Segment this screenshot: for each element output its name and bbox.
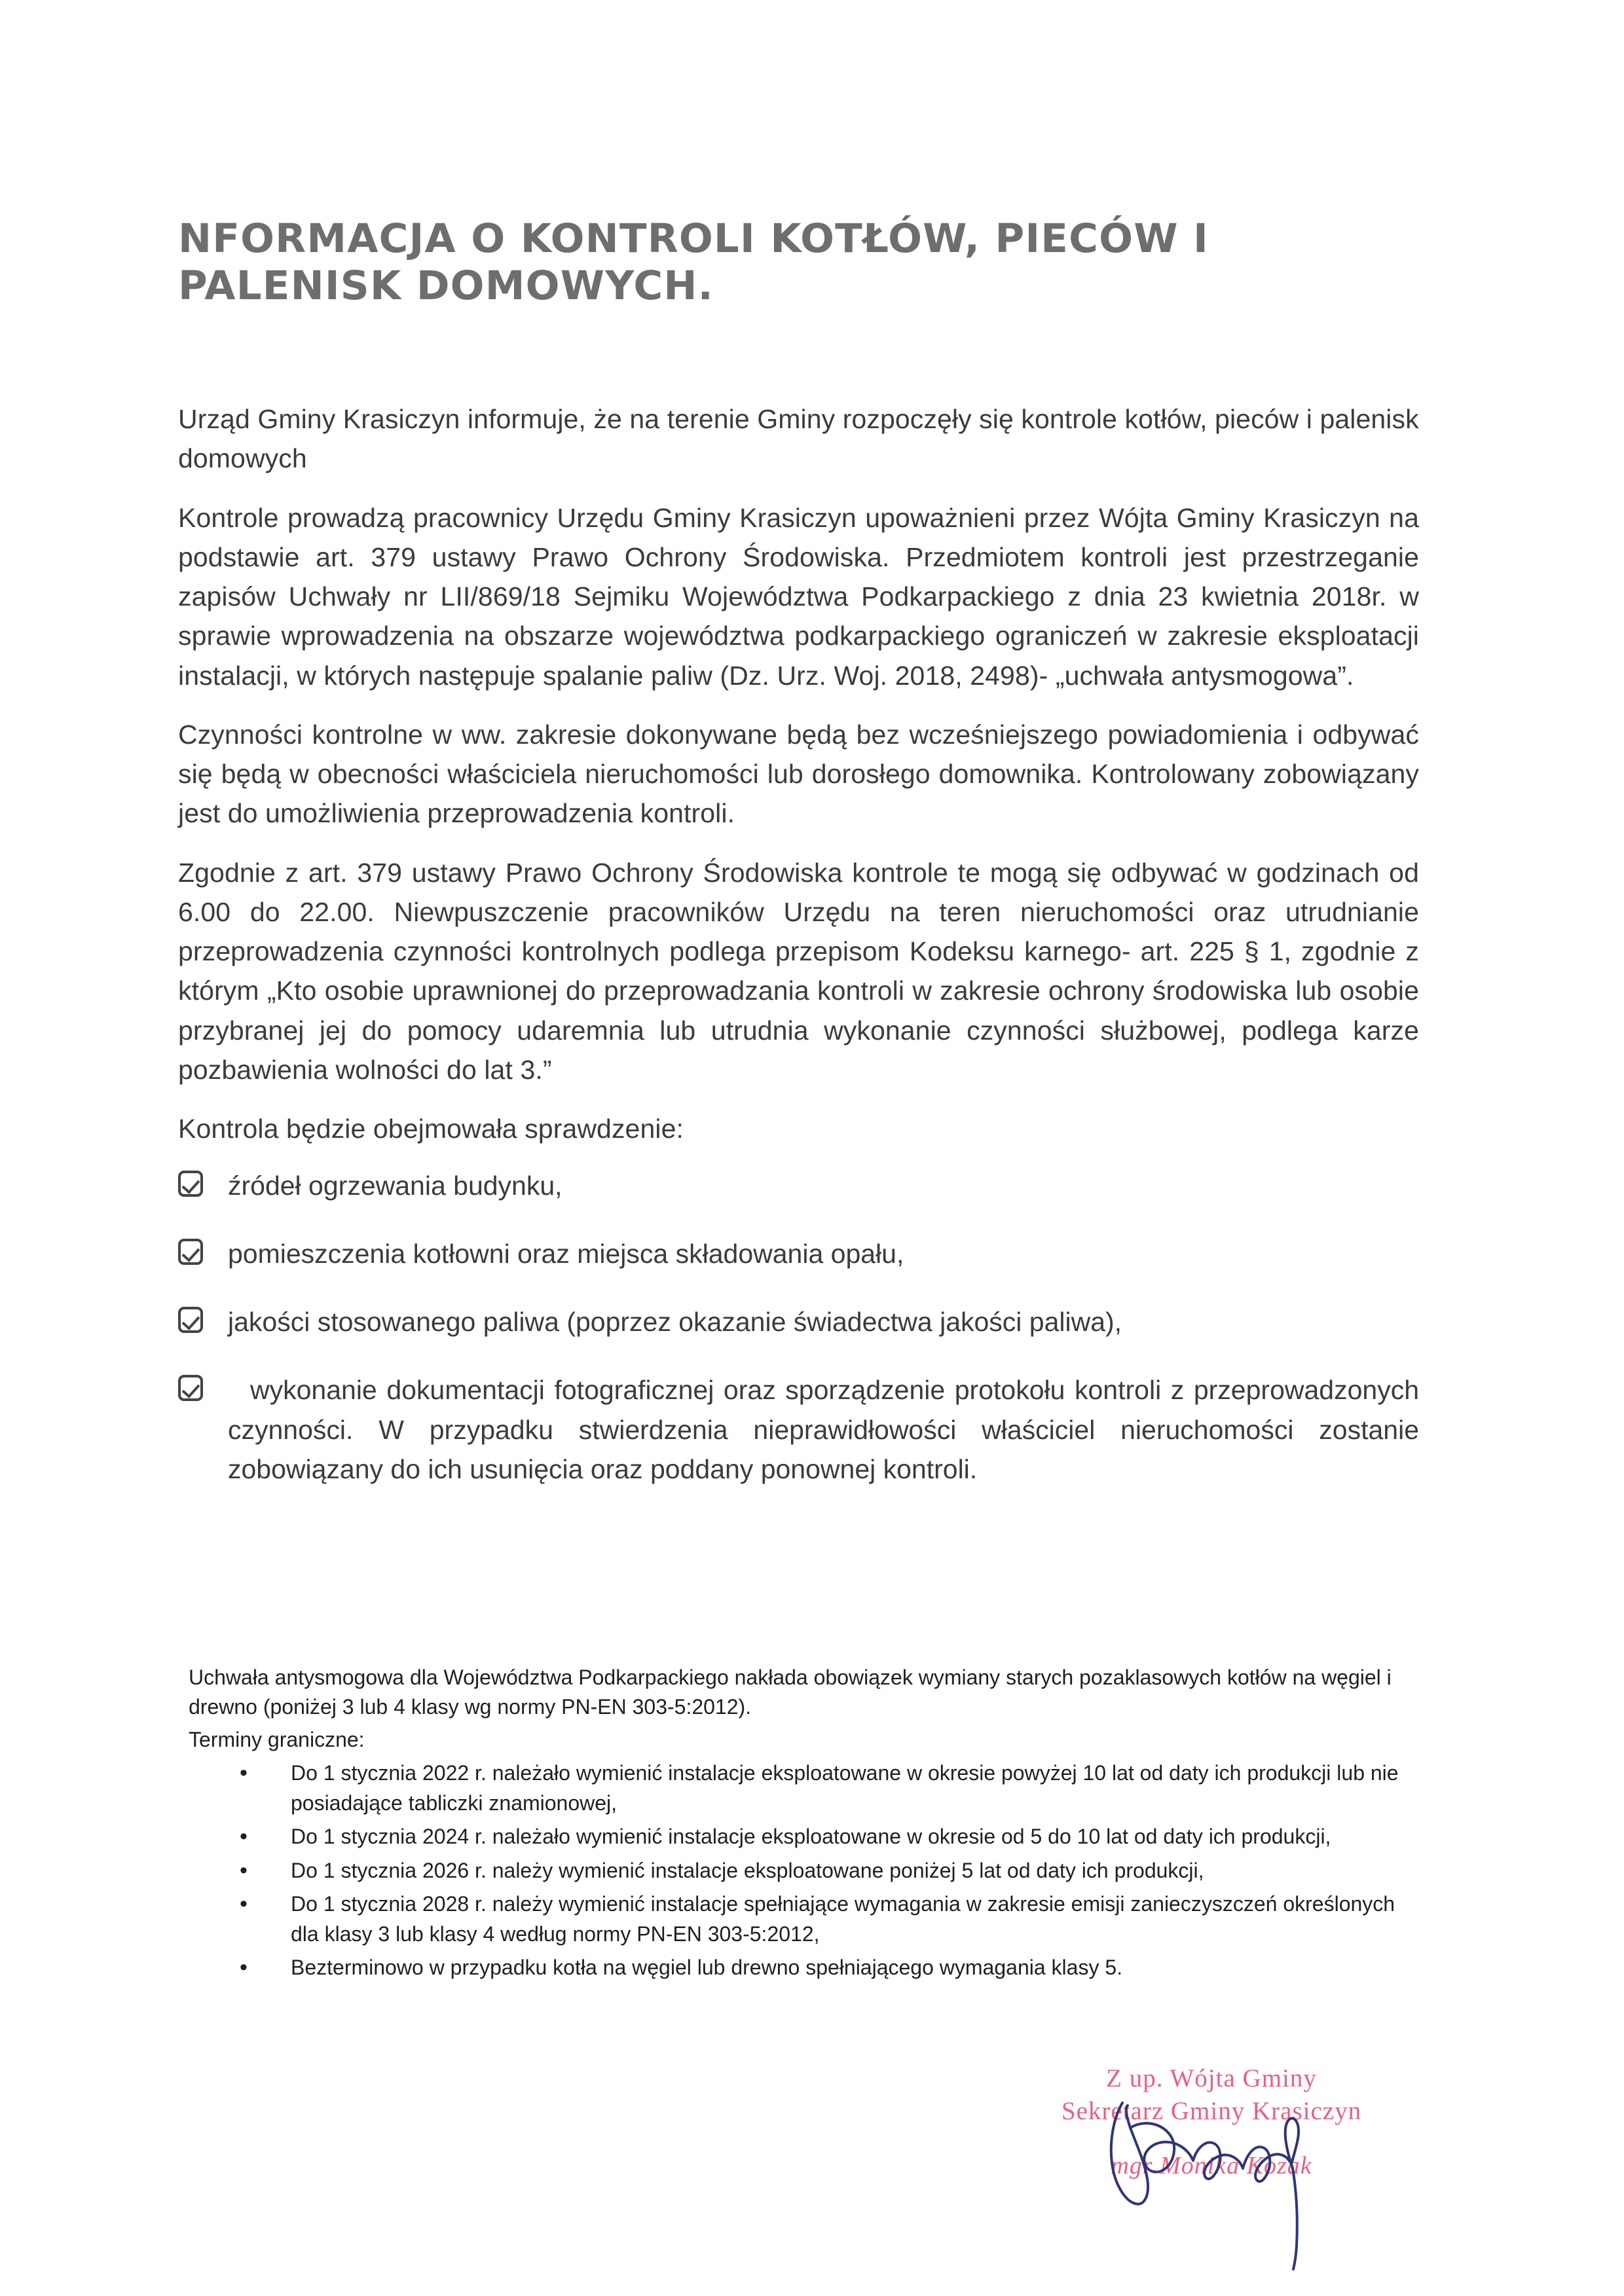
resolution-note: Uchwała antysmogowa dla Województwa Podkarpackiego nakłada obowiązek wymiany starych pozaklasowych kotłów na węgiel i drewno (poniżej 3 lub 4 klasy wg normy PN-EN 303-5:2012). xyxy=(189,1666,1392,1719)
document-body xyxy=(178,399,1419,1518)
deadlines-list xyxy=(189,1758,1426,1982)
checklist-heading: Kontrola będzie obejmowała sprawdzenie: xyxy=(178,1114,684,1144)
list-item xyxy=(178,1166,1419,1205)
paragraph-inspection-conduct: Czynności kontrolne w ww. zakresie dokonywane będą bez wcześniejszego powiadomienia i odbywać się będą w obecności właściciela nieruchomości lub dorosłego domownika. Kontrolowany zobowiązany jest do umożliwienia przeprowadzenia kontroli. xyxy=(178,719,1419,829)
checklist-item-label: jakości stosowanego paliwa (poprzez okazanie świadectwa jakości paliwa), xyxy=(228,1307,1122,1338)
list-item xyxy=(178,1302,1419,1341)
antismog-section xyxy=(189,1663,1426,1986)
checklist-item-label: pomieszczenia kotłowni oraz miejsca składowania opału, xyxy=(228,1238,904,1269)
official-stamp xyxy=(982,2062,1441,2181)
stamp-line-position: Sekretarz Gminy Krasiczyn xyxy=(1061,2096,1362,2125)
paragraph-legal-basis: Kontrole prowadzą pracownicy Urzędu Gminy Krasiczyn upoważnieni przez Wójta Gminy Krasiczyn na podstawie art. 379 ustawy Prawo Ochrony Środowiska. Przedmiotem kontroli jest przestrzeganie zapisów Uchwały nr LII/869/18 Sejmiku Województwa Podkarpackiego z dnia 23 kwietnia 2018r. w sprawie wprowadzenia na obszarze województwa podkarpackiego ograniczeń w zakresie eksploatacji instalacji, w których następuje spalanie paliw (Dz. Urz. Woj. 2018, 2498)- „uchwała antysmogowa”. xyxy=(178,502,1419,691)
list-item: • Bezterminowo w przypadku kotła na węgiel lub drewno spełniającego wymagania klasy 5. xyxy=(240,1953,1426,1982)
deadlines-heading: Terminy graniczne: xyxy=(189,1727,365,1751)
page-title: NFORMACJA O KONTROLI KOTŁÓW, PIECÓW I PALENISK DOMOWYCH. xyxy=(178,215,1209,309)
checkbox-checked-icon xyxy=(178,1239,203,1265)
list-item xyxy=(178,1370,1419,1489)
list-item: • Do 1 stycznia 2028 r. należy wymienić instalacje spełniające wymagania w zakresie emisji zanieczyszczeń określonych dla klasy 3 lub klasy 4 według normy PN-EN 303-5:2012, xyxy=(240,1889,1426,1949)
stamp-line-authority: Z up. Wójta Gminy xyxy=(1106,2064,1317,2092)
checkbox-checked-icon xyxy=(178,1375,203,1401)
list-item: • Do 1 stycznia 2022 r. należało wymienić instalacje eksploatowane w okresie powyżej 10 lat od daty ich produkcji lub nie posiadające tabliczki znamionowej, xyxy=(240,1758,1426,1818)
list-item xyxy=(178,1234,1419,1273)
signature-block xyxy=(982,2062,1441,2278)
list-item: • Do 1 stycznia 2024 r. należało wymienić instalacje eksploatowane w okresie od 5 do 10 lat od daty ich produkcji, xyxy=(240,1822,1426,1851)
paragraph-penalties: Zgodnie z art. 379 ustawy Prawo Ochrony Środowiska kontrole te mogą się odbywać w godzinach od 6.00 do 22.00. Niewpuszczenie pracowników Urzędu na teren nieruchomości oraz utrudnianie przeprowadzenia czynności kontrolnych podlega przepisom Kodeksu karnego- art. 225 § 1, zgodnie z którym „Kto osobie uprawnionej do przeprowadzania kontroli w zakresie ochrony środowiska lub osobie przybranej jej do pomocy udaremnia lub utrudnia wykonanie czynności służbowej, podlega karze pozbawienia wolności do lat 3.” xyxy=(178,857,1419,1085)
stamp-line-name: mgr Monika Kozak xyxy=(1111,2151,1312,2179)
checkbox-checked-icon xyxy=(178,1171,203,1197)
checkbox-checked-icon xyxy=(178,1307,203,1333)
paragraph-intro: Urząd Gminy Krasiczyn informuje, że na terenie Gminy rozpoczęły się kontrole kotłów, pieców i palenisk domowych xyxy=(178,404,1419,474)
checklist-item-label: źródeł ogrzewania budynku, xyxy=(228,1170,563,1201)
list-item: • Do 1 stycznia 2026 r. należy wymienić instalacje eksploatowane poniżej 5 lat od daty ich produkcji, xyxy=(240,1856,1426,1886)
checklist-item-label: wykonanie dokumentacji fotograficznej oraz sporządzenie protokołu kontroli z przeprowadzonych czynności. W przypadku stwierdzenia nieprawidłowości właściciel nieruchomości zostanie zobowiązany do ich usunięcia oraz poddany ponownej kontroli. xyxy=(228,1375,1419,1484)
inspection-checklist xyxy=(178,1166,1419,1489)
